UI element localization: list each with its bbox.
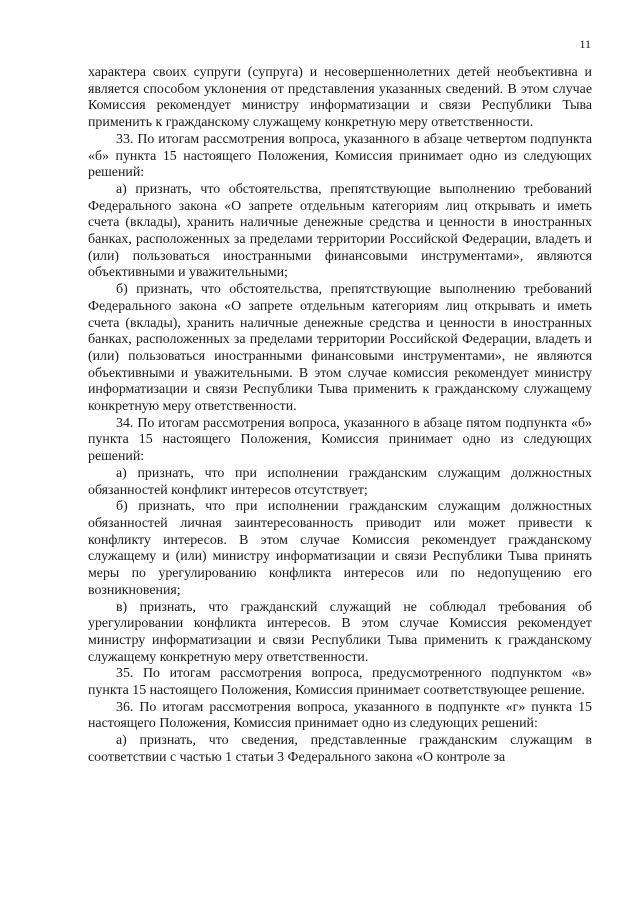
- document-body: [88, 65, 592, 767]
- paragraph-item-34-a: а) признать, что при исполнении гражданским служащим должностных обязанностей конфликт интересов отсутствует;: [88, 465, 592, 498]
- paragraph-item-34-v: в) признать, что гражданский служащий не соблюдал требования об урегулировании конфликта интересов. В этом случае Комиссия рекомендует министру информатизации и связи Республики Тыва применить к гражданскому служащему конкретную меру ответственности.: [88, 599, 592, 665]
- paragraph-item-35: 35. По итогам рассмотрения вопроса, предусмотренного подпунктом «в» пункта 15 настоящего Положения, Комиссия принимает соответствующее решение.: [88, 666, 592, 699]
- paragraph-continuation: характера своих супруги (супруга) и несовершеннолетних детей необъективна и является способом уклонения от представления указанных сведений. В этом случае Комиссия рекомендует министру информатизации и связи Республики Тыва применить к гражданскому служащему конкретную меру ответственности.: [88, 65, 592, 131]
- paragraph-item-34-b: б) признать, что при исполнении гражданским служащим должностных обязанностей личная заинтересованность приводит или может привести к конфликту интересов. В этом случае Комиссия рекомендует гражданскому служащему и (или) министру информатизации и связи Республики Тыва принять меры по урегулированию конфликта интересов или по недопущению его возникновения;: [88, 499, 592, 598]
- paragraph-item-33-b: б) признать, что обстоятельства, препятствующие выполнению требований Федерального закона «О запрете отдельным категориям лиц открывать и иметь счета (вклады), хранить наличные денежные средства и ценности в иностранных банках, расположенных за пределами территории Российской Федерации, владеть и (или) пользоваться иностранными финансовыми инструментами», не являются объективными и уважительными. В этом случае комиссия рекомендует министру информатизации и связи Республики Тыва применить к гражданскому служащему конкретную меру ответственности.: [88, 282, 592, 415]
- paragraph-item-33-a: а) признать, что обстоятельства, препятствующие выполнению требований Федерального закона «О запрете отдельным категориям лиц открывать и иметь счета (вклады), хранить наличные денежные средства и ценности в иностранных банках, расположенных за пределами территории Российской Федерации, владеть и (или) пользоваться иностранными финансовыми инструментами», являются объективными и уважительными;: [88, 181, 592, 281]
- paragraph-item-33: 33. По итогам рассмотрения вопроса, указанного в абзаце четвертом подпункта «б» пункта 15 настоящего Положения, Комиссия принимает одно из следующих решений:: [88, 131, 592, 181]
- paragraph-item-34: 34. По итогам рассмотрения вопроса, указанного в абзаце пятом подпункта «б» пункта 15 настоящего Положения, Комиссия принимает одно из следующих решений:: [88, 415, 592, 465]
- paragraph-item-36: 36. По итогам рассмотрения вопроса, указанного в подпункте «г» пункта 15 настоящего Положения, Комиссия принимает одно из следующих решений:: [88, 699, 592, 732]
- paragraph-item-36-a: а) признать, что сведения, представленные гражданским служащим в соответствии с частью 1 статьи 3 Федерального закона «О контроле за: [88, 733, 592, 765]
- page-number: 11: [579, 37, 591, 51]
